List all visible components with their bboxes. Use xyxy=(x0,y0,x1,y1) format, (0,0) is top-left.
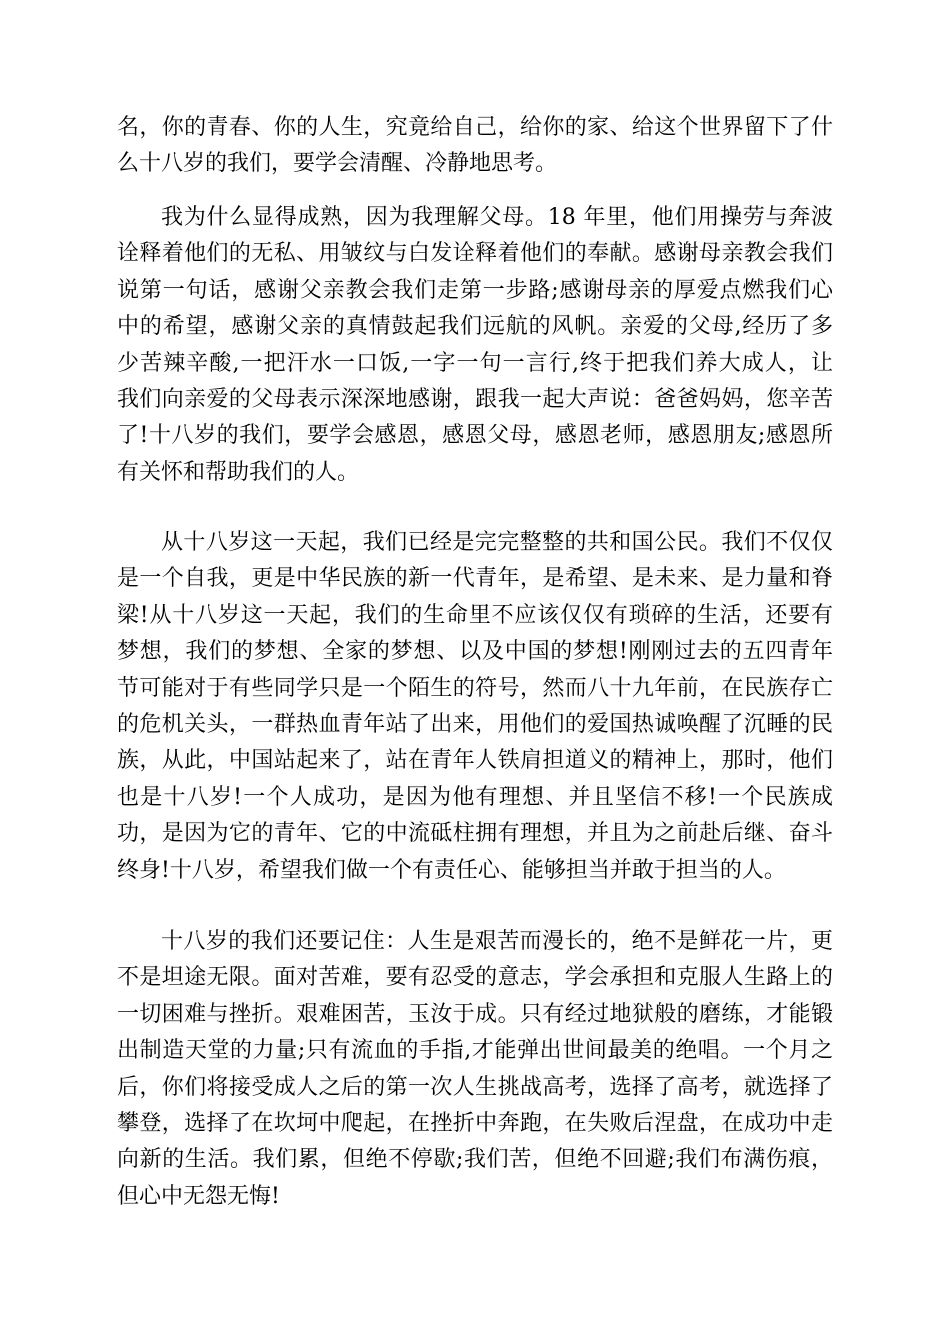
text-line: 说第一句话，感谢父亲教会我们走第一步路;感谢母亲的厚爱点燃我们心 xyxy=(117,277,833,303)
text-line: 梦想，我们的梦想、全家的梦想、以及中国的梦想!刚刚过去的五四青年 xyxy=(117,639,833,665)
text-line: 中的希望，感谢父亲的真情鼓起我们远航的风帆。亲爱的父母,经历了多 xyxy=(117,314,833,340)
text-line: 我为什么显得成熟，因为我理解父母。18 年里，他们用操劳与奔波 xyxy=(161,205,833,230)
text-line: 我们向亲爱的父母表示深深地感谢，跟我一起大声说：爸爸妈妈，您辛苦 xyxy=(117,387,833,413)
text-line: 诠释着他们的无私、用皱纹与白发诠释着他们的奉献。感谢母亲教会我们 xyxy=(117,241,833,267)
text-line: 么十八岁的我们，要学会清醒、冷静地思考。 xyxy=(117,151,558,177)
text-line: 的危机关头，一群热血青年站了出来，用他们的爱国热诚唤醒了沉睡的民 xyxy=(117,712,833,738)
text-line: 一切困难与挫折。艰难困苦，玉汝于成。只有经过地狱般的磨练，才能锻 xyxy=(117,1001,833,1027)
text-line: 名，你的青春、你的人生，究竟给自己，给你的家、给这个世界留下了什 xyxy=(117,115,833,140)
text-line: 从十八岁这一天起，我们已经是完完整整的共和国公民。我们不仅仅 xyxy=(161,530,833,555)
paragraph-3 xyxy=(117,525,833,889)
text-line: 梁!从十八岁这一天起，我们的生命里不应该仅仅有琐碎的生活，还要有 xyxy=(117,602,833,628)
paragraph-1 xyxy=(117,110,833,183)
text-line: 节可能对于有些同学只是一个陌生的符号，然而八十九年前，在民族存亡 xyxy=(117,675,833,701)
text-line: 后，你们将接受成人之后的第一次人生挑战高考，选择了高考，就选择了 xyxy=(117,1074,833,1100)
paragraph-4 xyxy=(117,924,833,1215)
text-line: 终身!十八岁，希望我们做一个有责任心、能够担当并敢于担当的人。 xyxy=(117,857,786,883)
text-line: 是一个自我，更是中华民族的新一代青年，是希望、是未来、是力量和脊 xyxy=(117,566,833,592)
text-line: 了!十八岁的我们，要学会感恩，感恩父母，感恩老师，感恩朋友;感恩所 xyxy=(117,423,833,449)
text-line: 不是坦途无限。面对苦难，要有忍受的意志，学会承担和克服人生路上的 xyxy=(117,965,833,991)
text-line: 有关怀和帮助我们的人。 xyxy=(117,459,360,485)
text-line: 也是十八岁!一个人成功，是因为他有理想、并且坚信不移!一个民族成 xyxy=(117,784,833,810)
text-line: 但心中无怨无悔! xyxy=(117,1183,280,1209)
text-line: 少苦辣辛酸,一把汗水一口饭,一字一句一言行,终于把我们养大成人，让 xyxy=(117,350,833,376)
text-line: 出制造天堂的力量;只有流血的手指,才能弹出世间最美的绝唱。一个月之 xyxy=(117,1038,833,1064)
text-line: 攀登，选择了在坎坷中爬起，在挫折中奔跑，在失败后涅盘，在成功中走 xyxy=(117,1111,833,1137)
paragraph-2 xyxy=(117,200,833,491)
text-line: 向新的生活。我们累，但绝不停歇;我们苦，但绝不回避;我们布满伤痕， xyxy=(117,1147,833,1173)
text-line: 族，从此，中国站起来了，站在青年人铁肩担道义的精神上，那时，他们 xyxy=(117,748,833,774)
text-line: 功，是因为它的青年、它的中流砥柱拥有理想，并且为之前赴后继、奋斗 xyxy=(117,821,833,847)
text-line: 十八岁的我们还要记住：人生是艰苦而漫长的，绝不是鲜花一片，更 xyxy=(161,929,833,954)
